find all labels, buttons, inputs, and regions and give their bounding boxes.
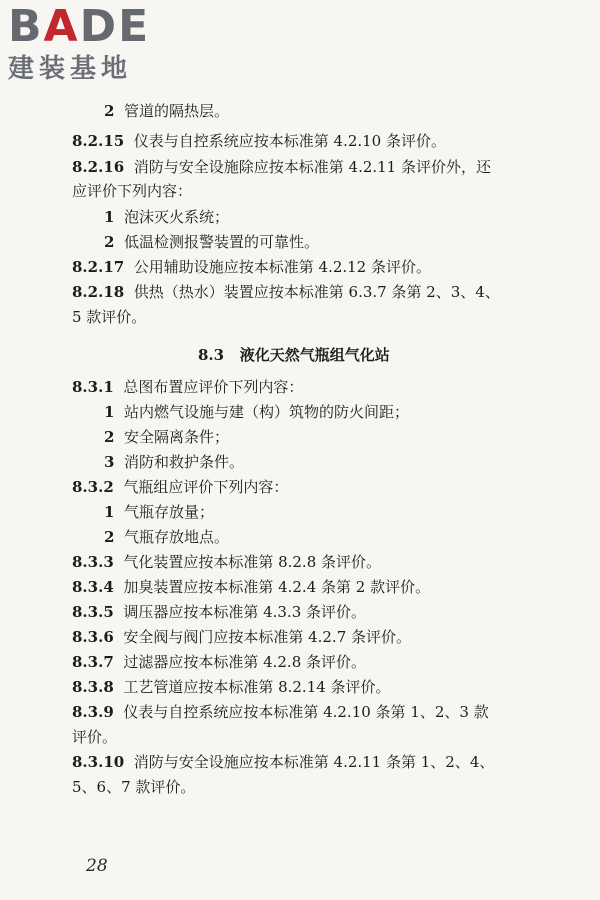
logo-tagline: 建装基地 [8,54,133,84]
page-number: 28 [86,856,108,876]
clause-continuation: 5 款评价。 [72,308,147,326]
list-item: 3 消防和救护条件。 [104,453,244,471]
clause-8-2-16: 8.2.16 消防与安全设施除应按本标准第 4.2.11 条评价外，还 [72,158,491,176]
clause-8-2-17: 8.2.17 公用辅助设施应按本标准第 4.2.12 条评价。 [72,258,431,276]
clause-continuation: 评价。 [72,728,118,746]
clause-8-3-10: 8.3.10 消防与安全设施应按本标准第 4.2.11 条第 1、2、4、 [72,753,495,771]
clause-8-3-4: 8.3.4 加臭装置应按本标准第 4.2.4 条第 2 款评价。 [72,578,431,596]
clause-continuation: 应评价下列内容： [72,182,193,200]
clause-8-3-9: 8.3.9 仪表与自控系统应按本标准第 4.2.10 条第 1、2、3 款 [72,703,489,721]
list-item: 2 低温检测报警装置的可靠性。 [104,233,319,251]
list-item: 2 安全隔离条件； [104,428,229,446]
logo-wordmark: BADE [8,1,151,52]
clause-8-3-1: 8.3.1 总图布置应评价下列内容： [72,378,304,396]
clause-8-3-7: 8.3.7 过滤器应按本标准第 4.2.8 条评价。 [72,653,367,671]
clause-8-3-8: 8.3.8 工艺管道应按本标准第 8.2.14 条评价。 [72,678,391,696]
clause-8-2-18: 8.2.18 供热（热水）装置应按本标准第 6.3.7 条第 2、3、4、 [72,283,500,301]
clause-8-3-5: 8.3.5 调压器应按本标准第 4.3.3 条评价。 [72,603,367,621]
bade-logo [8,1,178,92]
section-heading: 8.3 液化天然气瓶组气化站 [198,346,390,364]
clause-8-2-15: 8.2.15 仪表与自控系统应按本标准第 4.2.10 条评价。 [72,132,446,150]
clause-8-3-2: 8.3.2 气瓶组应评价下列内容： [72,478,289,496]
list-item: 1 泡沫灭火系统； [104,208,229,226]
list-item: 1 站内燃气设施与建（构）筑物的防火间距； [104,403,409,421]
list-item: 2 气瓶存放地点。 [104,528,229,546]
clause-8-3-6: 8.3.6 安全阀与阀门应按本标准第 4.2.7 条评价。 [72,628,412,646]
list-item: 2 管道的隔热层。 [104,102,229,120]
list-item: 1 气瓶存放量； [104,503,214,521]
clause-continuation: 5、6、7 款评价。 [72,778,196,796]
clause-8-3-3: 8.3.3 气化装置应按本标准第 8.2.8 条评价。 [72,553,382,571]
